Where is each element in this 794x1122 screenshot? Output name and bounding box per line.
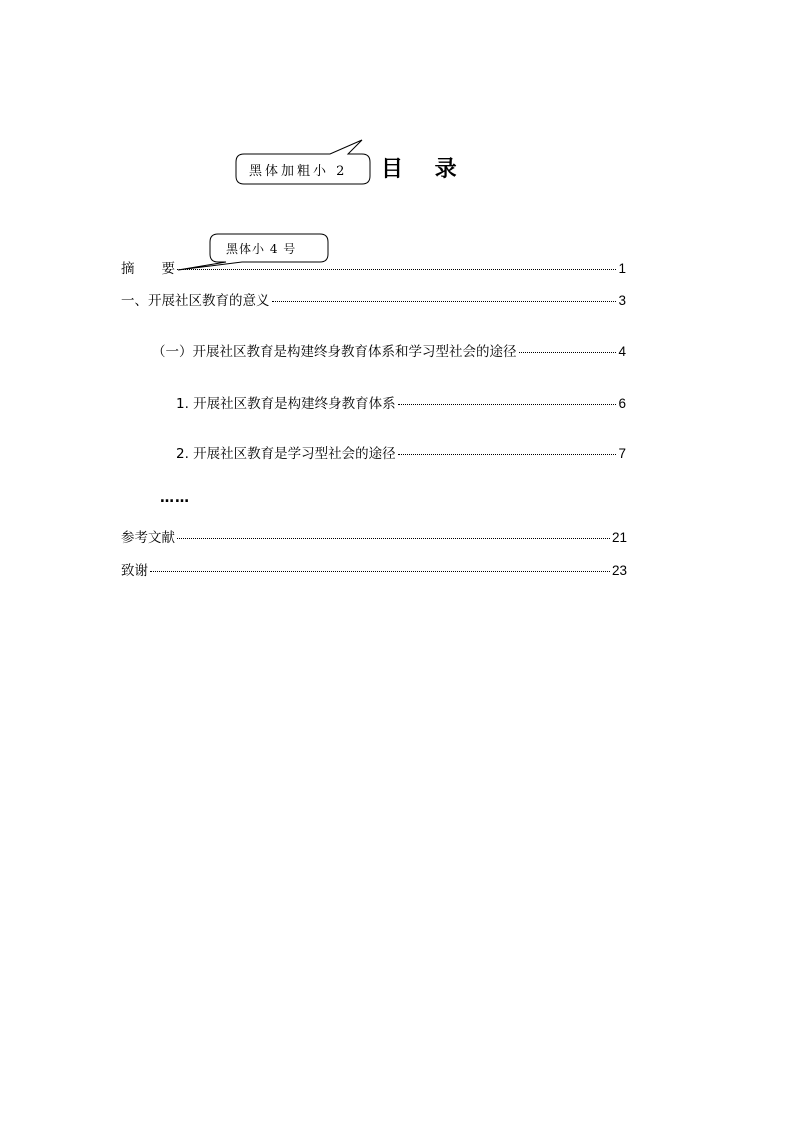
toc-entry-subsection-2[interactable] xyxy=(176,444,626,464)
toc-entry-label: 参考文献 xyxy=(121,530,175,546)
toc-entry-label: 致谢 xyxy=(121,563,148,579)
toc-entry-label: 一、开展社区教育的意义 xyxy=(121,293,270,309)
toc-entry-section-1-1[interactable] xyxy=(152,342,626,362)
toc-page-number: 4 xyxy=(618,344,626,359)
toc-ellipsis: …… xyxy=(160,490,190,506)
toc-page-number: 3 xyxy=(618,293,626,308)
toc-entry-acknowledgements[interactable] xyxy=(121,561,627,581)
toc-entry-subsection-1[interactable] xyxy=(176,394,626,414)
toc-leader xyxy=(398,404,617,405)
toc-leader xyxy=(150,571,610,572)
entry-format-note: 黑体小 4 号 xyxy=(226,242,297,256)
toc-entry-abstract[interactable] xyxy=(121,259,626,279)
toc-entry-label: 2. 开展社区教育是学习型社会的途径 xyxy=(176,446,396,462)
toc-leader xyxy=(177,538,610,539)
toc-page-number: 6 xyxy=(618,396,626,411)
toc-page-number: 21 xyxy=(611,530,627,545)
toc-page-number: 1 xyxy=(618,261,626,276)
toc-leader xyxy=(177,269,616,270)
toc-page-number: 7 xyxy=(618,446,626,461)
toc-leader xyxy=(519,352,617,353)
toc-entry-chapter-1[interactable] xyxy=(121,291,626,311)
toc-entry-label: 摘 要 xyxy=(121,261,175,277)
toc-leader xyxy=(272,301,617,302)
toc-entry-references[interactable] xyxy=(121,528,627,548)
toc-leader xyxy=(398,454,617,455)
toc-page-number: 23 xyxy=(611,563,627,578)
toc-entry-label: 1. 开展社区教育是构建终身教育体系 xyxy=(176,396,396,412)
title-format-note: 黑体加粗小 2 xyxy=(249,164,348,179)
page-title: 目 录 xyxy=(381,157,469,182)
toc-entry-label: （一）开展社区教育是构建终身教育体系和学习型社会的途径 xyxy=(152,344,517,360)
